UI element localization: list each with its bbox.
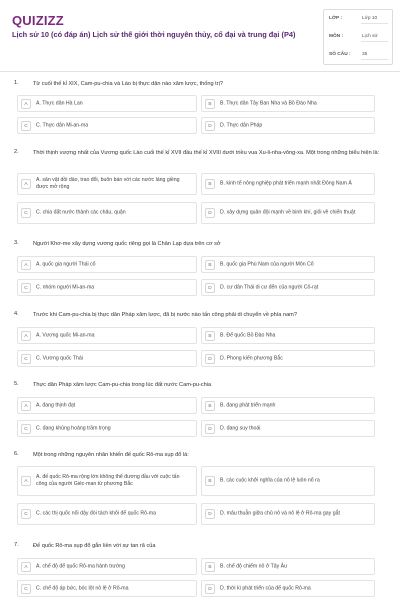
option-letter: B: [205, 401, 215, 411]
option-text: C. các thị quốc nổi dậy đòi tách khỏi đế quốc Rô-ma: [36, 510, 156, 517]
quizizz-logo: QUIZIZZ: [12, 13, 64, 28]
option-text: A. chế độ đế quốc Rô-ma hành trướng: [36, 563, 126, 569]
meta-row-subject: [324, 30, 392, 44]
option-letter: C: [21, 121, 31, 131]
option-text: B. chế độ chiếm nô ở Tây Âu: [220, 563, 288, 569]
meta-value: Lớp 10: [362, 16, 378, 21]
option-text: D. Thực dân Pháp: [220, 122, 263, 128]
option-letter: A: [21, 562, 31, 572]
option-text: B. đang phát triển mạnh: [220, 402, 276, 408]
option-text: C. Vương quốc Thái: [36, 355, 83, 361]
option-letter: B: [205, 179, 215, 189]
option-5a[interactable]: [17, 397, 197, 414]
option-letter: D: [205, 584, 215, 594]
option-text: D. Phong kiến phương Bắc: [220, 355, 283, 361]
option-5c[interactable]: [17, 420, 197, 437]
question-text: Từ cuối thế kỉ XIX, Cam-pu-chia và Lào bị thực dân nào xâm lược, thống trị?: [33, 81, 223, 87]
option-7a[interactable]: [17, 558, 197, 575]
option-7d[interactable]: [201, 580, 375, 597]
meta-value: Lịch sử: [362, 34, 378, 39]
option-6d[interactable]: [201, 503, 375, 525]
option-text: B. kinh tế nông nghiệp phát triển mạnh nhất Đông Nam Á: [220, 180, 352, 187]
option-3b[interactable]: [201, 256, 375, 273]
option-letter: B: [205, 99, 215, 109]
option-letter: C: [21, 424, 31, 434]
option-3d[interactable]: [201, 279, 375, 296]
meta-key: SỐ CÂU :: [329, 52, 351, 57]
option-text: B. Thực dân Tây Ban Nha và Bồ Đào Nha: [220, 100, 317, 106]
option-letter: D: [205, 509, 215, 519]
option-text: B. Đế quốc Bồ Đào Nha: [220, 332, 276, 338]
option-text: C. đang khủng hoảng trầm trọng: [36, 425, 111, 431]
question-text: Thực dân Pháp xâm lược Cam-pu-chia trong lúc đất nước Cam-pu-chia: [33, 382, 212, 388]
option-letter: B: [205, 476, 215, 486]
option-letter: B: [205, 331, 215, 341]
option-6b[interactable]: [201, 466, 375, 496]
option-3c[interactable]: [17, 279, 197, 296]
option-7c[interactable]: [17, 580, 197, 597]
meta-box: [323, 9, 393, 65]
option-text: D. xây dựng quân đội mạnh về binh khí, giỏi về chiến thuật: [220, 209, 356, 216]
option-1b[interactable]: [201, 95, 375, 112]
option-letter: A: [21, 331, 31, 341]
option-letter: B: [205, 562, 215, 572]
option-letter: A: [21, 476, 31, 486]
option-2a[interactable]: [17, 173, 197, 195]
option-letter: A: [21, 260, 31, 270]
page-header: [0, 0, 400, 72]
option-text: B. các cuộc khởi nghĩa của nô lệ luôn nổ ra: [220, 477, 320, 484]
option-text: A. quốc gia người Thái cổ: [36, 261, 96, 267]
option-letter: D: [205, 354, 215, 364]
option-1d[interactable]: [201, 117, 375, 134]
option-text: A. đế quốc Rô-ma rộng lớn không thể đương đầu với cuộc tấn công của người Giéc-man từ phương Bắc: [36, 474, 180, 487]
option-text: C. Thực dân Mi-an-ma: [36, 122, 89, 128]
option-text: A. sản vật dồi dào, trao đổi, buôn bán với các nước láng giềng được mở rộng: [36, 177, 180, 190]
option-4a[interactable]: [17, 327, 197, 344]
option-4c[interactable]: [17, 350, 197, 367]
option-letter: C: [21, 584, 31, 594]
document-title: Lịch sử 10 (có đáp án) Lịch sử thế giới thời nguyên thủy, cổ đại và trung đại (P4): [12, 30, 296, 39]
option-4d[interactable]: [201, 350, 375, 367]
option-text: D. đang suy thoái: [220, 425, 261, 431]
option-5b[interactable]: [201, 397, 375, 414]
question-number: 5.: [14, 381, 19, 387]
option-text: C. chế độ áp bức, bóc lột nô lệ ở Rô-ma: [36, 585, 129, 591]
option-7b[interactable]: [201, 558, 375, 575]
question-number: 2.: [14, 149, 19, 155]
option-text: A. Thực dân Hà Lan: [36, 100, 83, 106]
question-text: Thời thịnh vượng nhất của Vương quốc Lào cuối thế kỉ XVII đầu thế kỉ XVIII dưới triều vua Xu-li-nha-vông-xa. Một trong những biểu hiện là:: [33, 150, 380, 156]
meta-key: LỚP :: [329, 16, 343, 21]
question-text: Một trong những nguyên nhân khiến đế quốc Rô-ma sụp đổ là:: [33, 452, 189, 458]
question-number: 6.: [14, 451, 19, 457]
question-number: 1.: [14, 80, 19, 86]
option-letter: C: [21, 283, 31, 293]
option-2d[interactable]: [201, 202, 375, 224]
option-5d[interactable]: [201, 420, 375, 437]
meta-row-class: [324, 12, 392, 26]
option-letter: C: [21, 208, 31, 218]
option-text: A. Vương quốc Mi-an-ma: [36, 332, 95, 338]
option-6a[interactable]: [17, 466, 197, 496]
option-letter: D: [205, 121, 215, 131]
option-4b[interactable]: [201, 327, 375, 344]
option-letter: D: [205, 208, 215, 218]
option-letter: B: [205, 260, 215, 270]
meta-key: MÔN :: [329, 34, 344, 39]
option-1c[interactable]: [17, 117, 197, 134]
option-text: C. chia đất nước thành các châu, quận: [36, 209, 126, 216]
option-3a[interactable]: [17, 256, 197, 273]
meta-value: 35: [362, 52, 368, 57]
option-letter: A: [21, 179, 31, 189]
option-text: C. nhóm người Mi-an-ma: [36, 284, 95, 290]
option-text: B. quốc gia Phù Nam của người Môn Cổ: [220, 261, 314, 267]
meta-row-count: [324, 48, 392, 62]
option-6c[interactable]: [17, 503, 197, 525]
option-text: A. đang thịnh đạt: [36, 402, 76, 408]
option-letter: D: [205, 424, 215, 434]
option-text: D. cư dân Thái di cư đến của người Cô-rạt: [220, 284, 319, 290]
question-number: 3.: [14, 240, 19, 246]
option-letter: C: [21, 509, 31, 519]
question-text: Trước khi Cam-pu-chia bị thực dân Pháp xâm lược, đã bị nước nào tấn công phải di chuyển về phía nam?: [33, 312, 297, 318]
option-text: D. mâu thuẫn giữa chủ nô và nô lệ ở Rô-ma gay gắt: [220, 510, 340, 517]
option-letter: A: [21, 99, 31, 109]
option-letter: D: [205, 283, 215, 293]
question-number: 4.: [14, 311, 19, 317]
option-1a[interactable]: [17, 95, 197, 112]
option-text: D. thời kì phát triển của đế quốc Rô-ma: [220, 585, 311, 591]
option-2c[interactable]: [17, 202, 197, 224]
option-2b[interactable]: [201, 173, 375, 195]
option-letter: A: [21, 401, 31, 411]
question-text: Người Khơ-me xây dựng vương quốc riêng gọi là Chân Lạp dựa trên cơ sở: [33, 241, 221, 247]
question-number: 7.: [14, 542, 19, 548]
option-letter: C: [21, 354, 31, 364]
question-text: Đế quốc Rô-ma sụp đổ gắn liền với sự tan rã của: [33, 543, 156, 549]
